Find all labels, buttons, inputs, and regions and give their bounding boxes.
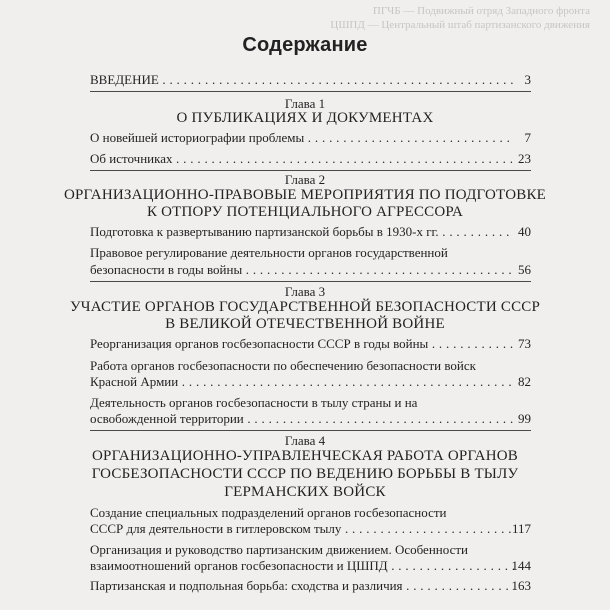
- toc-entry: безопасности в годы войны . . .: [90, 262, 514, 278]
- toc-page-number: 82: [518, 374, 531, 389]
- toc-entry: О новейшей историографии проблемы . . .: [90, 130, 514, 146]
- toc-page-number: 163: [511, 578, 531, 593]
- divider: [90, 91, 531, 92]
- chapter-title: О ПУБЛИКАЦИЯХ И ДОКУМЕНТАХ: [176, 110, 434, 126]
- toc-page-number: 3: [524, 72, 531, 87]
- chapter-title: В ВЕЛИКОЙ ОТЕЧЕСТВЕННОЙ ВОЙНЕ: [165, 316, 445, 332]
- chapter-title: К ОТПОРУ ПОТЕНЦИАЛЬНОГО АГРЕССОРА: [146, 204, 464, 220]
- chapter-title: ОРГАНИЗАЦИОННО-ПРАВОВЫЕ МЕРОПРИЯТИЯ ПО ПОДГОТОВКЕ: [63, 187, 547, 203]
- bleed-through-text: [150, 4, 590, 32]
- chapter-title: ГОСБЕЗОПАСНОСТИ СССР ПО ВЕДЕНИЮ БОРЬБЫ В ТЫЛУ: [91, 466, 519, 482]
- divider: [90, 281, 531, 282]
- chapter-label: Глава 1: [284, 96, 326, 111]
- toc-entry: освобожденной территории . . .: [90, 411, 514, 427]
- toc-entry: Правовое регулирование деятельности органов государственной: [90, 245, 448, 260]
- toc-page-number: 117: [511, 521, 531, 536]
- toc-entry: Об источниках . . .: [90, 151, 514, 167]
- toc-entry: Реорганизация органов госбезопасности СССР в годы войны . . .: [90, 336, 514, 352]
- divider: [90, 430, 531, 431]
- toc-entry: Работа органов госбезопасности по обеспечению безопасности войск: [90, 358, 476, 373]
- chapter-label: Глава 4: [284, 433, 326, 448]
- toc-entry: СССР для деятельности в гитлеровском тылу . . .: [90, 521, 514, 537]
- chapter-title: ГЕРМАНСКИХ ВОЙСК: [224, 484, 386, 500]
- toc-entry: Создание специальных подразделений органов госбезопасности: [90, 505, 447, 520]
- chapter-label: Глава 3: [284, 284, 326, 299]
- toc-page-number: 56: [518, 262, 531, 277]
- toc-page-number: 144: [511, 558, 531, 573]
- toc-page-number: 7: [524, 130, 531, 145]
- bleed-through-line: ПГЧБ — Подвижный отряд Западного фронта: [372, 5, 590, 17]
- toc-page-number: 99: [518, 411, 531, 426]
- chapter-title: ОРГАНИЗАЦИОННО-УПРАВЛЕНЧЕСКАЯ РАБОТА ОРГАНОВ: [92, 448, 518, 464]
- page-title: Содержание: [242, 34, 368, 56]
- toc-page-number: 40: [518, 224, 531, 239]
- toc-entry: Красной Армии . . .: [90, 374, 514, 390]
- divider: [90, 170, 531, 171]
- toc-entry: Партизанская и подпольная борьба: сходства и различия . . .: [90, 578, 514, 594]
- bleed-through-line: ЦШПД — Центральный штаб партизанского движения: [330, 19, 590, 31]
- toc-entry: взаимоотношений органов госбезопасности и ЦШПД . . .: [90, 558, 514, 574]
- toc-entry: Деятельность органов госбезопасности в тылу страны и на: [90, 395, 418, 410]
- chapter-title: УЧАСТИЕ ОРГАНОВ ГОСУДАРСТВЕННОЙ БЕЗОПАСНОСТИ СССР: [69, 299, 541, 315]
- chapter-label: Глава 2: [284, 172, 326, 187]
- toc-page-number: 23: [518, 151, 531, 166]
- toc-intro-title: ВВЕДЕНИЕ . . .: [90, 72, 514, 88]
- toc-entry: Подготовка к развертыванию партизанской борьбы в 1930-х гг. . . .: [90, 224, 514, 240]
- toc-entry: Организация и руководство партизанским движением. Особенности: [90, 542, 468, 557]
- toc-page-number: 73: [518, 336, 531, 351]
